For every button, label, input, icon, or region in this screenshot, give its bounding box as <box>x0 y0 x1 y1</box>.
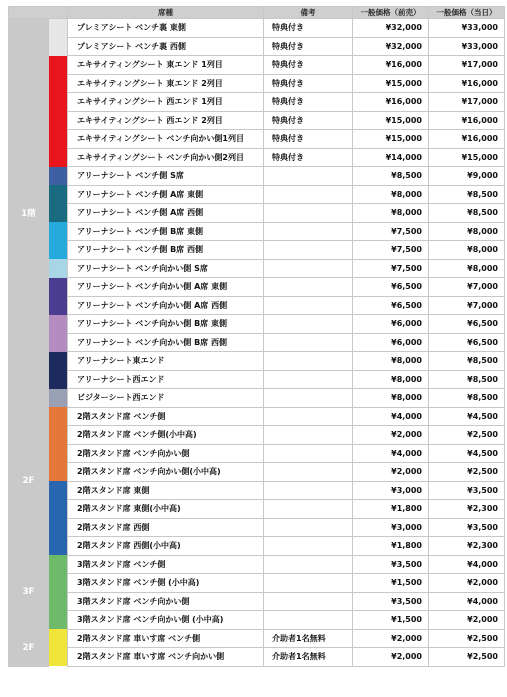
table-row <box>9 629 505 648</box>
advance-price: ¥32,000 <box>353 19 429 38</box>
dayof-price: ¥16,000 <box>429 130 505 149</box>
seat-note: 特典付き <box>264 111 353 130</box>
advance-price: ¥1,500 <box>353 611 429 630</box>
dayof-price: ¥4,000 <box>429 555 505 574</box>
seat-name: アリーナシート ベンチ側 B席 東側 <box>68 222 264 241</box>
seat-name: 2階スタンド席 ベンチ側 <box>68 407 264 426</box>
table-row <box>9 167 505 186</box>
table-row <box>9 333 505 352</box>
advance-price: ¥3,000 <box>353 518 429 537</box>
seat-note <box>264 444 353 463</box>
advance-price: ¥4,000 <box>353 407 429 426</box>
advance-price: ¥8,000 <box>353 204 429 223</box>
advance-price: ¥8,000 <box>353 185 429 204</box>
dayof-price: ¥8,000 <box>429 259 505 278</box>
seat-note <box>264 463 353 482</box>
table-row <box>9 444 505 463</box>
seat-note <box>264 204 353 223</box>
seat-color-swatch <box>49 555 68 574</box>
seat-name: アリーナシート東エンド <box>68 352 264 371</box>
seat-note <box>264 537 353 556</box>
seat-note <box>264 185 353 204</box>
table-row <box>9 518 505 537</box>
dayof-price: ¥8,500 <box>429 185 505 204</box>
dayof-price: ¥15,000 <box>429 148 505 167</box>
advance-price: ¥2,000 <box>353 463 429 482</box>
floor-label: 2F <box>9 407 49 555</box>
dayof-price: ¥7,000 <box>429 296 505 315</box>
advance-price: ¥3,500 <box>353 592 429 611</box>
seat-color-swatch <box>49 574 68 593</box>
seat-color-swatch <box>49 463 68 482</box>
advance-price: ¥6,000 <box>353 333 429 352</box>
table-row <box>9 315 505 334</box>
advance-price: ¥3,000 <box>353 481 429 500</box>
seat-name: プレミアシート ベンチ裏 東側 <box>68 19 264 38</box>
table-row <box>9 426 505 445</box>
dayof-price: ¥8,000 <box>429 241 505 260</box>
seat-note <box>264 370 353 389</box>
seat-note <box>264 259 353 278</box>
table-row <box>9 574 505 593</box>
seat-name: エキサイティングシート 東エンド 2列目 <box>68 74 264 93</box>
seat-name: 2階スタンド席 西側 <box>68 518 264 537</box>
seat-note: 特典付き <box>264 56 353 75</box>
seat-name: アリーナシート ベンチ向かい側 A席 西側 <box>68 296 264 315</box>
table-row <box>9 130 505 149</box>
advance-price: ¥1,800 <box>353 500 429 519</box>
table-body <box>9 19 505 667</box>
floor-label: 2F <box>9 629 49 666</box>
advance-price: ¥3,500 <box>353 555 429 574</box>
seat-note <box>264 333 353 352</box>
seat-note <box>264 241 353 260</box>
table-row <box>9 74 505 93</box>
seat-name: エキサイティングシート ベンチ向かい側1列目 <box>68 130 264 149</box>
dayof-price: ¥2,500 <box>429 629 505 648</box>
advance-price: ¥8,500 <box>353 167 429 186</box>
seat-color-swatch <box>49 389 68 408</box>
dayof-price: ¥17,000 <box>429 93 505 112</box>
advance-price: ¥6,000 <box>353 315 429 334</box>
dayof-price: ¥16,000 <box>429 74 505 93</box>
seat-color-swatch <box>49 370 68 389</box>
dayof-price: ¥3,500 <box>429 518 505 537</box>
dayof-price: ¥6,500 <box>429 315 505 334</box>
dayof-price: ¥9,000 <box>429 167 505 186</box>
advance-price: ¥4,000 <box>353 444 429 463</box>
seat-note <box>264 296 353 315</box>
dayof-price: ¥33,000 <box>429 19 505 38</box>
table-row <box>9 56 505 75</box>
seat-color-swatch <box>49 222 68 241</box>
table-row <box>9 352 505 371</box>
dayof-price: ¥2,500 <box>429 426 505 445</box>
dayof-price: ¥2,300 <box>429 537 505 556</box>
seat-color-swatch <box>49 130 68 149</box>
seat-color-swatch <box>49 407 68 426</box>
seat-note: 特典付き <box>264 74 353 93</box>
seat-color-swatch <box>49 259 68 278</box>
header-note: 備考 <box>264 7 353 19</box>
table-row <box>9 611 505 630</box>
seat-note <box>264 592 353 611</box>
seat-name: アリーナシート ベンチ向かい側 S席 <box>68 259 264 278</box>
seat-name: アリーナシート ベンチ向かい側 A席 東側 <box>68 278 264 297</box>
seat-color-swatch <box>49 74 68 93</box>
seat-name: 2階スタンド席 車いす席 ベンチ側 <box>68 629 264 648</box>
dayof-price: ¥2,300 <box>429 500 505 519</box>
seat-note <box>264 574 353 593</box>
header-dayof-price: 一般価格（当日） <box>429 7 505 19</box>
seat-color-swatch <box>49 629 68 648</box>
seat-name: 2階スタンド席 ベンチ向かい側 <box>68 444 264 463</box>
table-row <box>9 370 505 389</box>
seat-color-swatch <box>49 315 68 334</box>
seat-note <box>264 315 353 334</box>
dayof-price: ¥2,000 <box>429 574 505 593</box>
header-advance-price: 一般価格（前売） <box>353 7 429 19</box>
seat-note <box>264 611 353 630</box>
table-row <box>9 537 505 556</box>
seat-note <box>264 500 353 519</box>
dayof-price: ¥4,500 <box>429 444 505 463</box>
table-row <box>9 241 505 260</box>
seat-note <box>264 278 353 297</box>
advance-price: ¥8,000 <box>353 389 429 408</box>
floor-label: 1階 <box>9 19 49 408</box>
table-row <box>9 389 505 408</box>
seat-name: アリーナシート ベンチ側 S席 <box>68 167 264 186</box>
seat-name: ビジターシート西エンド <box>68 389 264 408</box>
seat-note: 特典付き <box>264 19 353 38</box>
seat-color-swatch <box>49 167 68 186</box>
dayof-price: ¥8,500 <box>429 370 505 389</box>
seat-name: アリーナシート ベンチ向かい側 B席 西側 <box>68 333 264 352</box>
header-seat-type: 席種 <box>68 7 264 19</box>
seat-color-swatch <box>49 648 68 667</box>
seat-color-swatch <box>49 93 68 112</box>
table-row <box>9 296 505 315</box>
seat-note <box>264 426 353 445</box>
table-row <box>9 278 505 297</box>
seat-name: アリーナシート西エンド <box>68 370 264 389</box>
advance-price: ¥15,000 <box>353 130 429 149</box>
table-row <box>9 93 505 112</box>
seat-name: 3階スタンド席 ベンチ向かい側 (小中高) <box>68 611 264 630</box>
table-header-row <box>9 7 505 19</box>
seat-color-swatch <box>49 204 68 223</box>
advance-price: ¥16,000 <box>353 56 429 75</box>
dayof-price: ¥16,000 <box>429 111 505 130</box>
seat-name: プレミアシート ベンチ裏 西側 <box>68 37 264 56</box>
advance-price: ¥7,500 <box>353 241 429 260</box>
seat-name: アリーナシート ベンチ側 A席 西側 <box>68 204 264 223</box>
seat-name: アリーナシート ベンチ側 B席 西側 <box>68 241 264 260</box>
seat-note <box>264 222 353 241</box>
dayof-price: ¥8,500 <box>429 204 505 223</box>
seat-name: 3階スタンド席 ベンチ側 (小中高) <box>68 574 264 593</box>
seat-color-swatch <box>49 444 68 463</box>
table-row <box>9 407 505 426</box>
dayof-price: ¥4,000 <box>429 592 505 611</box>
dayof-price: ¥2,500 <box>429 463 505 482</box>
seat-name: エキサイティングシート 西エンド 1列目 <box>68 93 264 112</box>
seat-color-swatch <box>49 37 68 56</box>
seat-color-swatch <box>49 500 68 519</box>
seat-name: 2階スタンド席 西側(小中高) <box>68 537 264 556</box>
dayof-price: ¥3,500 <box>429 481 505 500</box>
table-row <box>9 19 505 38</box>
seat-note <box>264 555 353 574</box>
seat-color-swatch <box>49 241 68 260</box>
seat-name: 2階スタンド席 東側 <box>68 481 264 500</box>
advance-price: ¥2,000 <box>353 629 429 648</box>
seat-name: 2階スタンド席 車いす席 ベンチ向かい側 <box>68 648 264 667</box>
seat-color-swatch <box>49 111 68 130</box>
advance-price: ¥8,000 <box>353 352 429 371</box>
table-row <box>9 204 505 223</box>
dayof-price: ¥4,500 <box>429 407 505 426</box>
seat-color-swatch <box>49 352 68 371</box>
advance-price: ¥6,500 <box>353 296 429 315</box>
seat-color-swatch <box>49 56 68 75</box>
floor-label: 3F <box>9 555 49 629</box>
dayof-price: ¥2,000 <box>429 611 505 630</box>
table-row <box>9 463 505 482</box>
seat-color-swatch <box>49 296 68 315</box>
table-row <box>9 185 505 204</box>
advance-price: ¥15,000 <box>353 111 429 130</box>
table-row <box>9 500 505 519</box>
seat-color-swatch <box>49 148 68 167</box>
table-row <box>9 481 505 500</box>
seat-note: 介助者1名無料 <box>264 629 353 648</box>
header-blank <box>9 7 68 19</box>
dayof-price: ¥8,500 <box>429 389 505 408</box>
table-row <box>9 148 505 167</box>
advance-price: ¥7,500 <box>353 259 429 278</box>
seat-color-swatch <box>49 19 68 38</box>
table-row <box>9 555 505 574</box>
seat-name: 2階スタンド席 ベンチ側(小中高) <box>68 426 264 445</box>
seat-note: 介助者1名無料 <box>264 648 353 667</box>
advance-price: ¥16,000 <box>353 93 429 112</box>
advance-price: ¥32,000 <box>353 37 429 56</box>
advance-price: ¥15,000 <box>353 74 429 93</box>
seat-note <box>264 389 353 408</box>
seat-color-swatch <box>49 611 68 630</box>
seat-name: 2階スタンド席 東側(小中高) <box>68 500 264 519</box>
seat-note: 特典付き <box>264 148 353 167</box>
table-row <box>9 111 505 130</box>
advance-price: ¥6,500 <box>353 278 429 297</box>
seat-name: アリーナシート ベンチ側 A席 東側 <box>68 185 264 204</box>
seat-name: 2階スタンド席 ベンチ向かい側(小中高) <box>68 463 264 482</box>
table-row <box>9 648 505 667</box>
seat-color-swatch <box>49 518 68 537</box>
advance-price: ¥14,000 <box>353 148 429 167</box>
dayof-price: ¥8,500 <box>429 352 505 371</box>
table-row <box>9 37 505 56</box>
dayof-price: ¥8,000 <box>429 222 505 241</box>
seat-color-swatch <box>49 333 68 352</box>
seat-name: 3階スタンド席 ベンチ側 <box>68 555 264 574</box>
seat-color-swatch <box>49 481 68 500</box>
seat-color-swatch <box>49 592 68 611</box>
dayof-price: ¥33,000 <box>429 37 505 56</box>
seat-note: 特典付き <box>264 37 353 56</box>
advance-price: ¥1,500 <box>353 574 429 593</box>
seat-color-swatch <box>49 537 68 556</box>
seat-color-swatch <box>49 426 68 445</box>
dayof-price: ¥7,000 <box>429 278 505 297</box>
table-row <box>9 259 505 278</box>
seat-name: エキサイティングシート 東エンド 1列目 <box>68 56 264 75</box>
seat-note <box>264 481 353 500</box>
advance-price: ¥2,000 <box>353 648 429 667</box>
seat-name: エキサイティングシート ベンチ向かい側2列目 <box>68 148 264 167</box>
advance-price: ¥8,000 <box>353 370 429 389</box>
seat-note: 特典付き <box>264 93 353 112</box>
seat-name: エキサイティングシート 西エンド 2列目 <box>68 111 264 130</box>
seat-note <box>264 167 353 186</box>
seat-name: 3階スタンド席 ベンチ向かい側 <box>68 592 264 611</box>
seat-name: アリーナシート ベンチ向かい側 B席 東側 <box>68 315 264 334</box>
seat-color-swatch <box>49 185 68 204</box>
seat-price-table <box>8 6 505 667</box>
seat-note <box>264 407 353 426</box>
seat-note <box>264 352 353 371</box>
advance-price: ¥1,800 <box>353 537 429 556</box>
table-row <box>9 222 505 241</box>
dayof-price: ¥2,500 <box>429 648 505 667</box>
dayof-price: ¥17,000 <box>429 56 505 75</box>
seat-note <box>264 518 353 537</box>
seat-note: 特典付き <box>264 130 353 149</box>
dayof-price: ¥6,500 <box>429 333 505 352</box>
table-row <box>9 592 505 611</box>
seat-color-swatch <box>49 278 68 297</box>
advance-price: ¥2,000 <box>353 426 429 445</box>
advance-price: ¥7,500 <box>353 222 429 241</box>
